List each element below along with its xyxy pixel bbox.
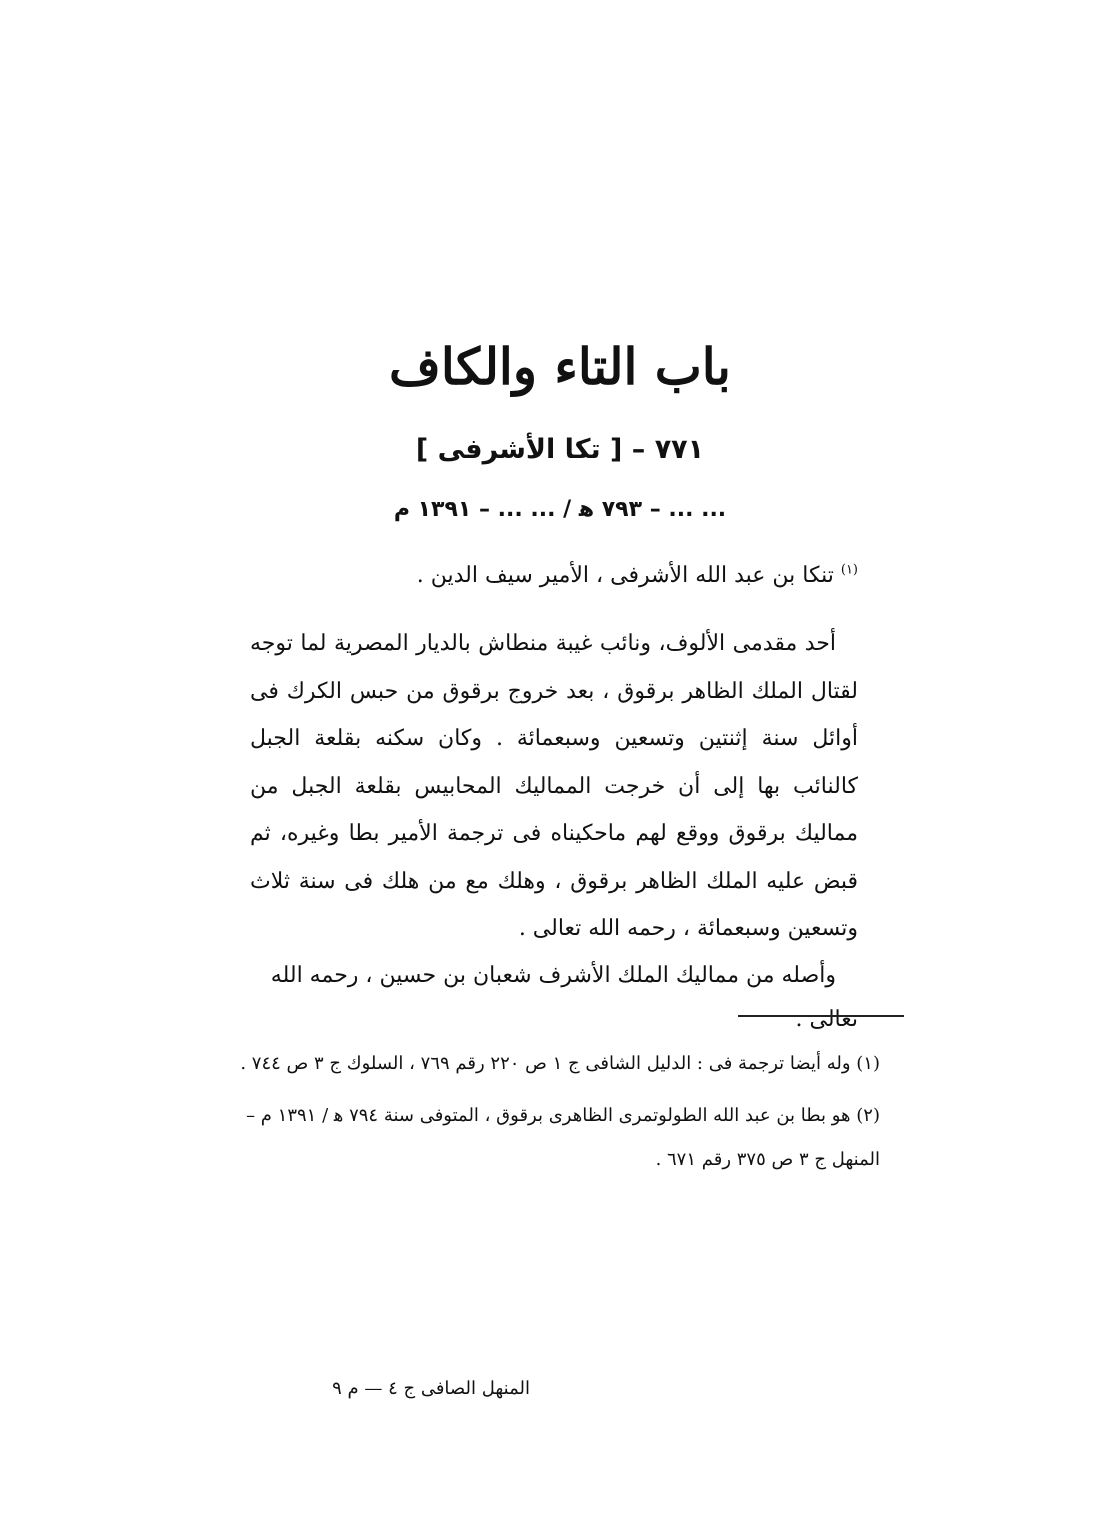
entry-body (250, 620, 858, 953)
entry-name: [ تكا الأشرفى ] (415, 434, 623, 465)
entry-number: ٧٧١ (654, 434, 705, 465)
entry-name-line (238, 556, 858, 596)
footnote-mark-1: (١) (840, 562, 858, 578)
footnote-2: (٢) هو بطا بن عبد الله الطولوتمرى الظاهرى برقوق ، المتوفى سنة ٧٩٤ ﻫ / ١٣٩١ م – المنهل ج ٣ ص ٣٧٥ رقم ٦٧١ . (246, 1105, 880, 1170)
entry-heading (360, 428, 760, 472)
footnotes (240, 1042, 880, 1190)
body-paragraph: أحد مقدمى الألوف، ونائب غيبة منطاش بالديار المصرية لما توجه لقتال الملك الظاهر برقوق ، بعد خروج برقوق من حبس الكرك فى أوائل سنة إثنتين وتسعين وسبعمائة . وكان سكنه بقلعة الجبل كالنائب بها إلى أن خرجت المماليك المحابيس بقلعة الجبل من مماليك برقوق ووقع لهم ماحكيناه فى ترجمة الأمير بطا وغيره، ثم قبض عليه الملك الظاهر برقوق ، وهلك مع من هلك فى سنة ثلاث وتسعين وسبعمائة ، رحمه الله تعالى . (250, 631, 858, 941)
chapter-title: باب التاء والكاف (389, 337, 731, 396)
origin-paragraph: وأصله من مماليك الملك الأشرف شعبان بن حسين ، رحمه الله تعالى . (270, 963, 858, 1032)
footnote-1: (١) وله أيضا ترجمة فى : الدليل الشافى ج ١ ص ٢٢٠ رقم ٧٦٩ ، السلوك ج ٣ ص ٧٤٤ . (240, 1053, 880, 1074)
entry-separator: – (631, 434, 646, 465)
entry-name-text: تنكا بن عبد الله الأشرفى ، الأمير سيف الدين . (416, 563, 834, 588)
entry-dates: ... ... – ٧٩٣ ﻫ / ... ... – ١٣٩١ م (393, 497, 727, 522)
page-footer: المنهل الصافى ج ٤ — م ٩ (332, 1378, 530, 1399)
footnote-divider (738, 1015, 904, 1017)
